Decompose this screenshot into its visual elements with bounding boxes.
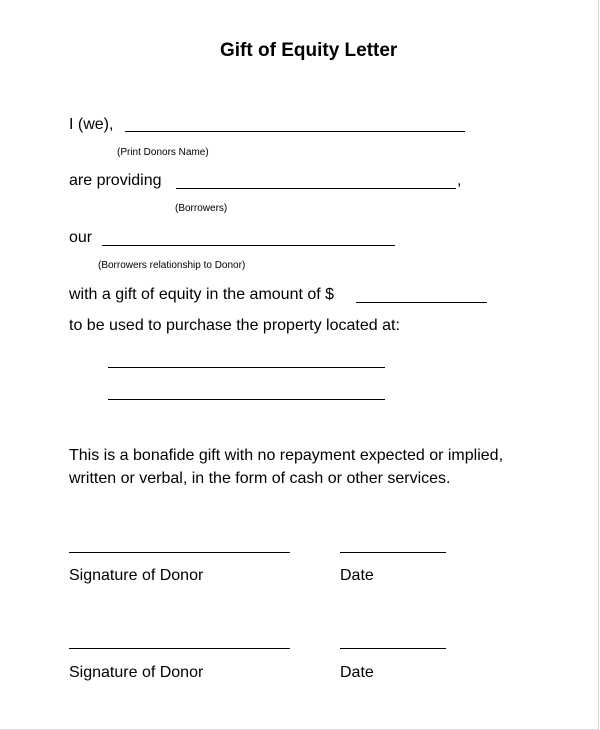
donor-signature-blank-2[interactable] [69,648,290,649]
borrowers-blank[interactable] [176,188,456,189]
donor-name-blank[interactable] [125,131,465,132]
signature-of-donor-label-1: Signature of Donor [69,567,204,584]
purchase-property-label: to be used to purchase the property located at: [69,317,400,334]
date-blank-2[interactable] [340,648,446,649]
gift-amount-blank[interactable] [356,302,487,303]
gift-statement-line-1: This is a bonafide gift with no repayment expected or implied, [69,447,504,464]
property-address-blank-2[interactable] [108,399,385,400]
donor-name-caption: (Print Donors Name) [117,147,209,158]
relationship-caption: (Borrowers relationship to Donor) [98,260,246,271]
borrowers-caption: (Borrowers) [175,203,228,214]
property-address-blank-1[interactable] [108,367,385,368]
date-blank-1[interactable] [340,552,446,553]
providing-comma: , [457,172,462,189]
document-title: Gift of Equity Letter [220,40,398,61]
our-label: our [69,229,93,246]
date-label-1: Date [340,567,374,584]
gift-amount-label: with a gift of equity in the amount of $ [69,286,335,303]
signature-of-donor-label-2: Signature of Donor [69,664,204,681]
i-we-label: I (we), [69,116,114,133]
gift-statement-line-2: written or verbal, in the form of cash or other services. [69,470,451,487]
date-label-2: Date [340,664,374,681]
providing-label: are providing [69,172,162,189]
donor-signature-blank-1[interactable] [69,552,290,553]
relationship-blank[interactable] [102,245,395,246]
